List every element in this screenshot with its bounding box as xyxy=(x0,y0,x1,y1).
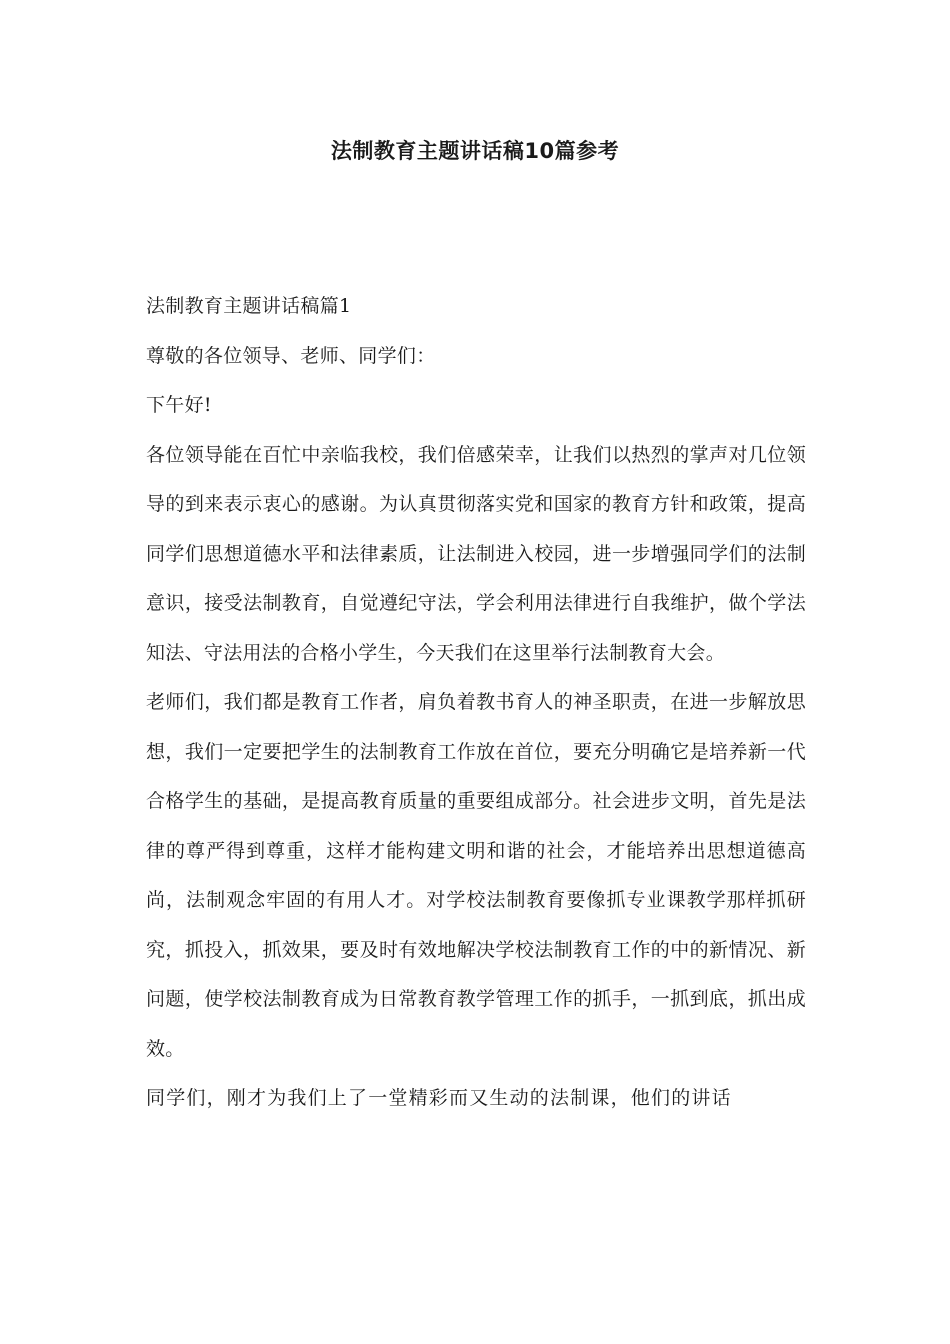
salutation: 尊敬的各位领导、老师、同学们： xyxy=(146,344,436,367)
body-paragraph: 同学们，刚才为我们上了一堂精彩而又生动的法制课，他们的讲话 xyxy=(146,1087,732,1109)
section-heading: 法制教育主题讲话稿篇1 xyxy=(146,295,352,317)
greeting: 下午好! xyxy=(146,394,212,416)
body-paragraph: 各位领导能在百忙中亲临我校，我们倍感荣幸，让我们以热烈的掌声对几位领导的到来表示衷心的感谢。为认真贯彻落实党和国家的教育方针和政策，提高同学们思想道德水平和法律素质，让法制进入校园，进一步增强同学们的法制意识，接受法制教育，自觉遵纪守法，学会利用法律进行自我维护，做个学法知法、守法用法的合格小学生，今天我们在这里举行法制教育大会。 xyxy=(146,443,806,664)
document-title: 法制教育主题讲话稿10篇参考 xyxy=(330,139,620,163)
body-paragraph: 老师们，我们都是教育工作者，肩负着教书育人的神圣职责，在进一步解放思想，我们一定要把学生的法制教育工作放在首位，要充分明确它是培养新一代合格学生的基础，是提高教育质量的重要组成部分。社会进步文明，首先是法律的尊严得到尊重，这样才能构建文明和谐的社会，才能培养出思想道德高尚，法制观念牢固的有用人才。对学校法制教育要像抓专业课教学那样抓研究，抓投入，抓效果，要及时有效地解决学校法制教育工作的中的新情况、新问题，使学校法制教育成为日常教育教学管理工作的抓手，一抓到底，抓出成效。 xyxy=(146,691,806,1060)
document-body xyxy=(146,282,806,1124)
